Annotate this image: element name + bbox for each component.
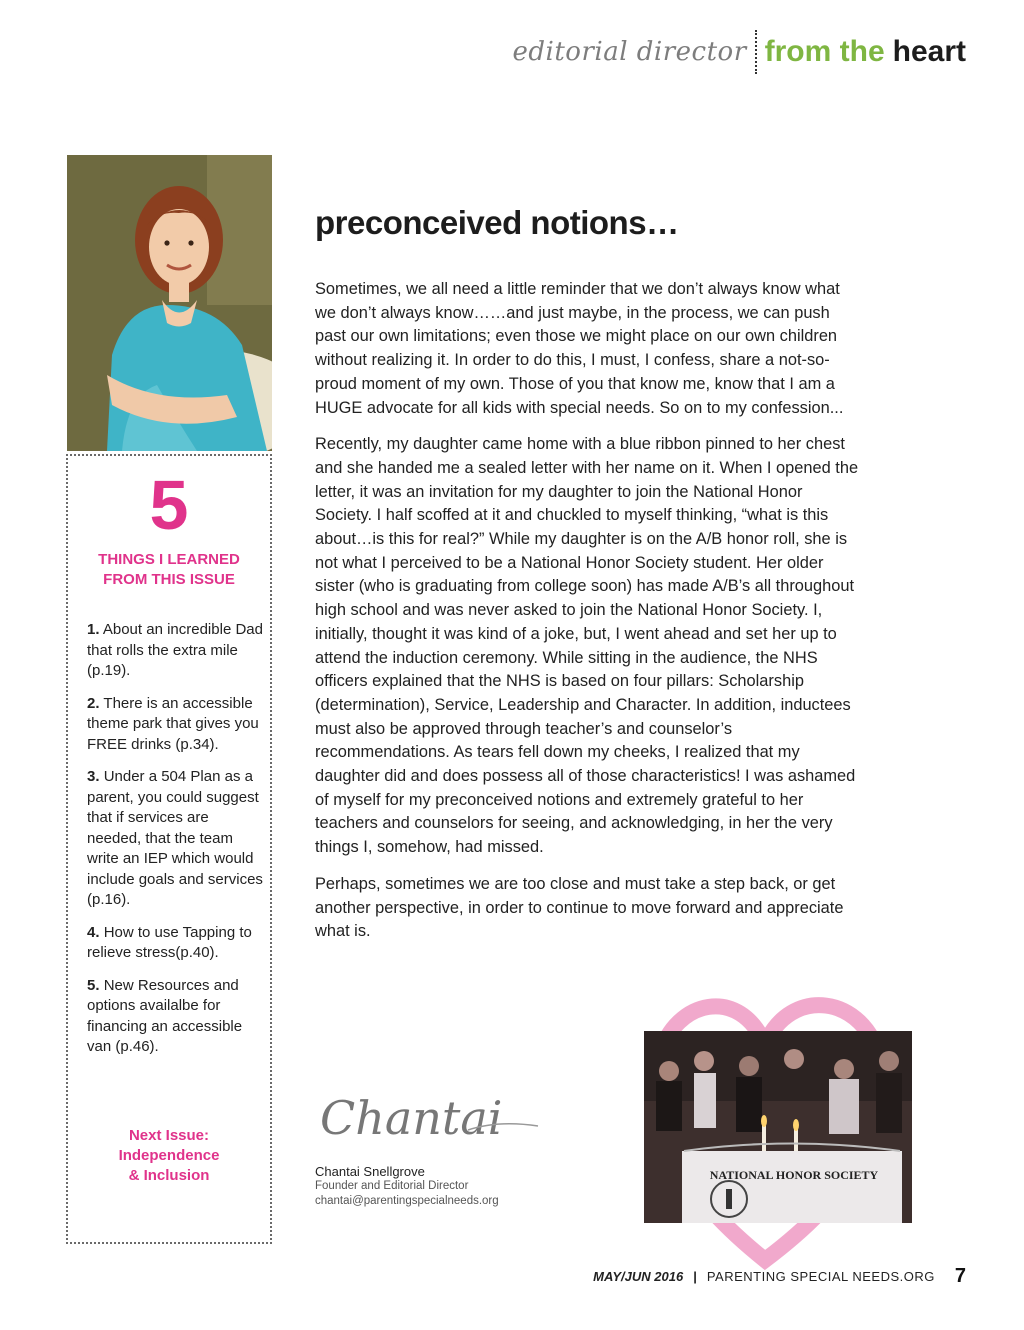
page-footer	[593, 1265, 966, 1288]
next-issue-line1: Next Issue:	[128, 1127, 210, 1144]
list-item-number: 5.	[87, 976, 100, 994]
article-body	[315, 278, 863, 957]
next-issue	[68, 1126, 270, 1186]
header-title-part1: from the	[764, 35, 885, 68]
section-header	[513, 26, 967, 78]
page-number: 7	[954, 1265, 966, 1287]
list-item-number: 3.	[87, 768, 100, 785]
things-heading	[68, 550, 270, 590]
article-paragraph: Perhaps, sometimes we are too close and must take a step back, or get another perspective, in order to continue to move forward and appreciate what is.	[315, 874, 844, 941]
article-title: preconceived notions…	[315, 204, 679, 241]
next-issue-line3: & Inclusion	[128, 1167, 210, 1184]
next-issue-line2: Independence	[118, 1147, 220, 1164]
list-item-number: 4.	[87, 923, 100, 941]
signer-email: chantai@parentingspecialneeds.org	[315, 1195, 499, 1207]
article-paragraph: Recently, my daughter came home with a blue ribbon pinned to her chest and she handed me a sealed letter with her name on it. When I opened the letter, it was an invitation for my daughter to join the National Honor Society. I half scoffed at it and chuckled to myself thinking, “what is this about…is this for real?” While my daughter is on the A/B honor roll, she is not what I perceived to be a National Honor Society student. Her older sister (who is graduating from college soon) has made A/B’s all throughout high school and was never asked to join the National Honor Society. I, initially, thought it was kind of a joke, but, I went ahead and set her up to attend the induction ceremony. While sitting in the audience, the NHS officers explained that the NHS is based on four pillars: Scholarship (determination), Service, Leadership and Character. In addition, inductees must also be approved through teacher’s and counselor’s recommendations. As tears fell down my cheeks, I realized that my daughter did and does possess all of those characteristics! I was ashamed of myself for my preconceived notions and extremely grateful to her teachers and counselors for seeing, and acknowledging, in her the very things I, somehow, had missed.	[315, 435, 859, 857]
ceremony-illustration	[644, 1031, 912, 1223]
author-portrait	[67, 155, 272, 451]
list-item	[87, 694, 267, 756]
things-learned-box	[66, 454, 272, 1244]
signer-name: Chantai Snellgrove	[315, 1164, 425, 1179]
things-heading-line1: THINGS I LEARNED	[98, 551, 240, 568]
signer-title: Founder and Editorial Director	[315, 1180, 469, 1192]
header-divider	[755, 30, 757, 74]
banner-text: NATIONAL HONOR SOCIETY	[709, 1168, 879, 1182]
signature-image	[318, 1080, 540, 1150]
things-heading-line2: FROM THIS ISSUE	[103, 571, 235, 588]
list-item-text: About an incredible Dad that rolls the extra mile (p.19).	[87, 621, 263, 679]
signature-script: Chantai	[320, 1091, 503, 1145]
things-list	[87, 620, 267, 1070]
list-item-text: Under a 504 Plan as a parent, you could suggest that if services are needed, that the team write an IEP which would include goals and services (p.16).	[87, 768, 263, 908]
list-item-number: 2.	[87, 694, 100, 712]
portrait-illustration	[67, 155, 272, 451]
list-item	[87, 976, 267, 1058]
footer-separator: |	[693, 1269, 697, 1284]
list-item	[87, 923, 267, 964]
list-item-text: How to use Tapping to relieve stress(p.40).	[87, 923, 252, 961]
section-label: editorial director	[512, 37, 747, 67]
header-title-part2: heart	[892, 35, 966, 68]
list-item	[87, 620, 267, 682]
publication-site: PARENTING SPECIAL NEEDS.ORG	[706, 1269, 935, 1284]
things-count: 5	[149, 466, 189, 544]
issue-date: MAY/JUN 2016	[593, 1269, 684, 1284]
nhs-ceremony-photo	[644, 1031, 912, 1223]
list-item	[87, 767, 267, 911]
article-paragraph: Sometimes, we all need a little reminder that we don’t always know what we don’t always know……and just maybe, in the process, we can push past our own limitations; even those we might place on our own children without realizing it. In order to do this, I must, I confess, share a not-so-proud moment of my own. Those of you that know me, know that I am a HUGE advocate for all kids with special needs. So on to my confession...	[315, 280, 844, 417]
list-item-text: There is an accessible theme park that gives you FREE drinks (p.34).	[87, 694, 259, 753]
list-item-text: New Resources and options availalbe for financing an accessible van (p.46).	[87, 976, 243, 1055]
list-item-number: 1.	[87, 621, 100, 638]
